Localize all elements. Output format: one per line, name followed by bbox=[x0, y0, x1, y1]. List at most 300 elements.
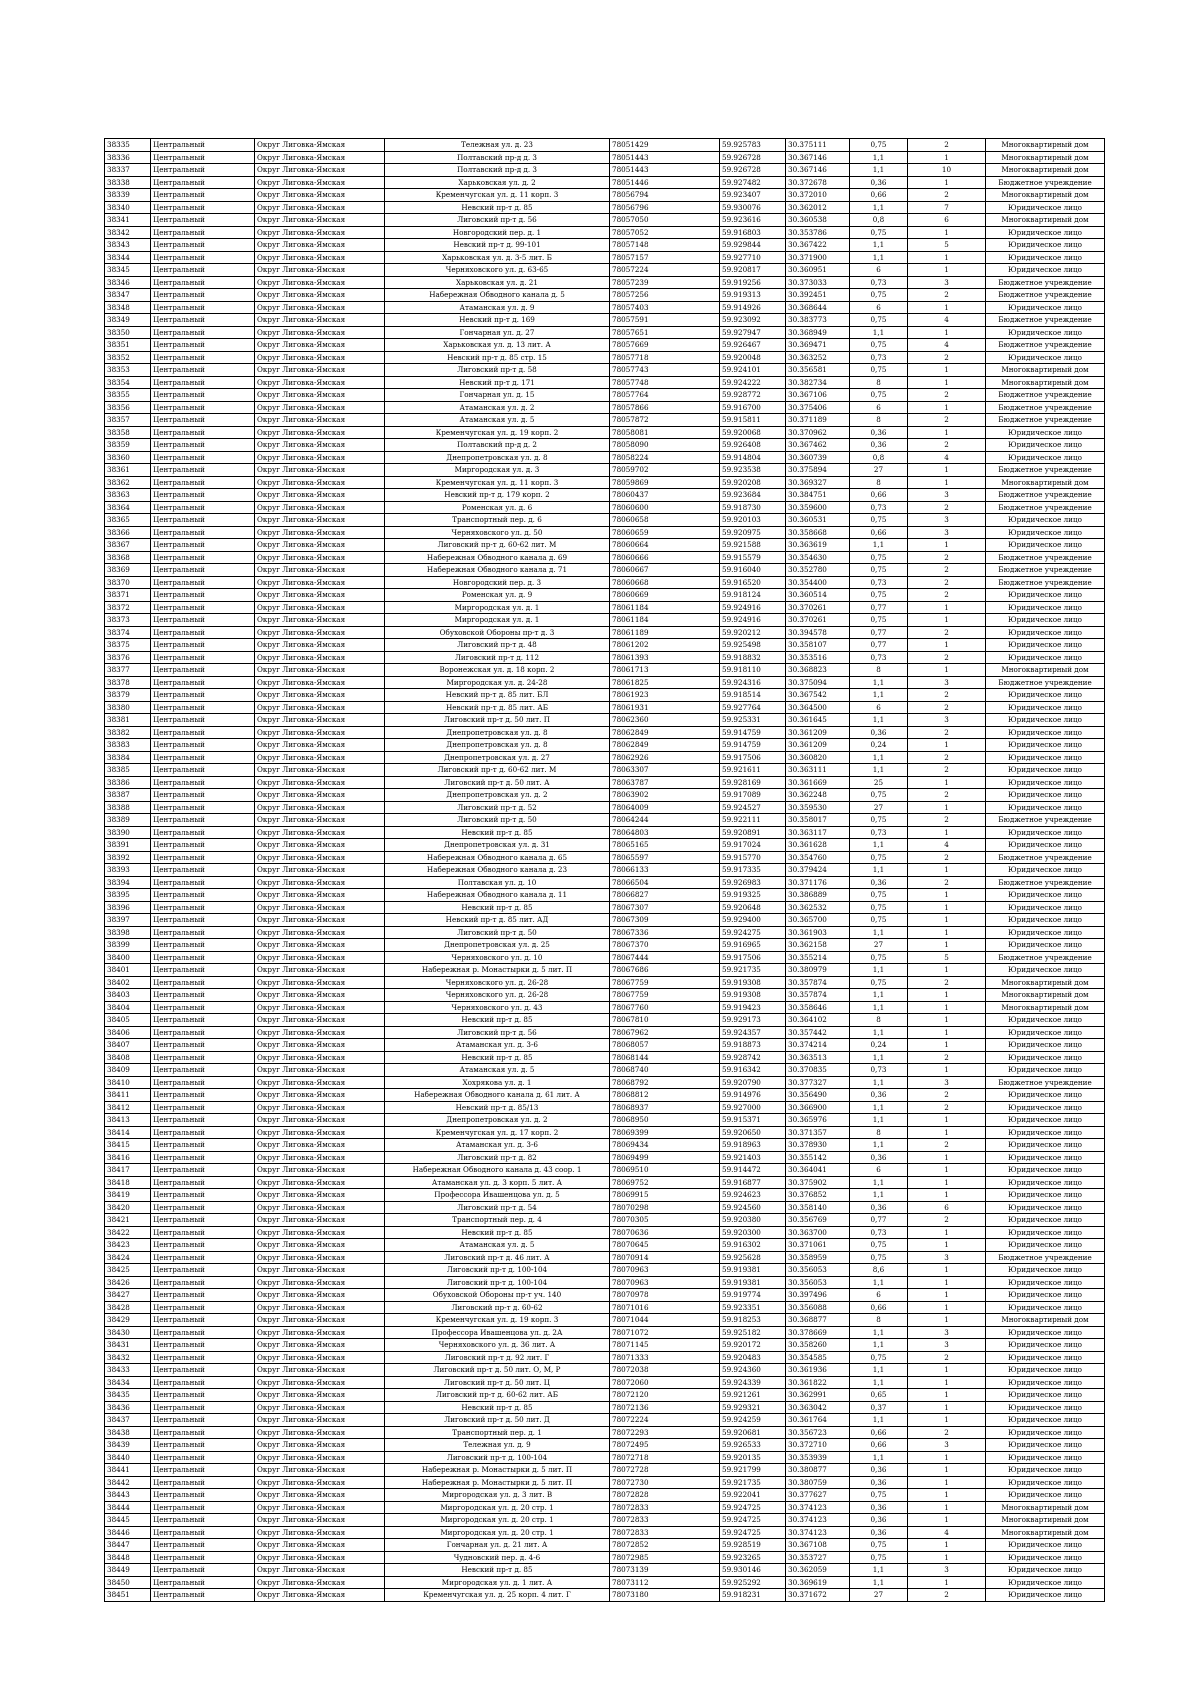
count-cell: 2 bbox=[908, 1214, 986, 1227]
cadastral-cell: 78060658 bbox=[610, 514, 720, 527]
volume-cell: 1,1 bbox=[850, 539, 908, 552]
table-row bbox=[105, 1076, 1105, 1089]
owner-type-cell: Бюджетное учреждение bbox=[986, 551, 1105, 564]
row-id: 38398 bbox=[105, 926, 151, 939]
address-cell: Роменская ул. д. 6 bbox=[385, 501, 610, 514]
owner-type-cell: Юридическое лицо bbox=[986, 1139, 1105, 1152]
okrug-cell: Округ Лиговка-Ямская bbox=[255, 851, 385, 864]
okrug-cell: Округ Лиговка-Ямская bbox=[255, 589, 385, 602]
district-cell: Центральный bbox=[151, 1364, 255, 1377]
address-cell: Днепропетровская ул. д. 2 bbox=[385, 789, 610, 802]
address-cell: Лиговский пр-т д. 60-62 bbox=[385, 1301, 610, 1314]
owner-type-cell: Юридическое лицо bbox=[986, 1014, 1105, 1027]
cadastral-cell: 78073139 bbox=[610, 1564, 720, 1577]
cadastral-cell: 78072852 bbox=[610, 1539, 720, 1552]
owner-type-cell: Многоквартирный дом bbox=[986, 139, 1105, 152]
cadastral-cell: 78070636 bbox=[610, 1226, 720, 1239]
longitude-cell: 30.353786 bbox=[786, 226, 850, 239]
row-id: 38444 bbox=[105, 1501, 151, 1514]
district-cell: Центральный bbox=[151, 414, 255, 427]
volume-cell: 27 bbox=[850, 939, 908, 952]
okrug-cell: Округ Лиговка-Ямская bbox=[255, 376, 385, 389]
latitude-cell: 59.919308 bbox=[720, 976, 786, 989]
okrug-cell: Округ Лиговка-Ямская bbox=[255, 1326, 385, 1339]
owner-type-cell: Юридическое лицо bbox=[986, 1176, 1105, 1189]
count-cell: 1 bbox=[908, 376, 986, 389]
count-cell: 1 bbox=[908, 1389, 986, 1402]
row-id: 38362 bbox=[105, 476, 151, 489]
table-row bbox=[105, 139, 1105, 152]
latitude-cell: 59.920975 bbox=[720, 526, 786, 539]
latitude-cell: 59.918124 bbox=[720, 589, 786, 602]
okrug-cell: Округ Лиговка-Ямская bbox=[255, 651, 385, 664]
owner-type-cell: Юридическое лицо bbox=[986, 1589, 1105, 1602]
table-row bbox=[105, 889, 1105, 902]
count-cell: 2 bbox=[908, 501, 986, 514]
district-cell: Центральный bbox=[151, 726, 255, 739]
latitude-cell: 59.919381 bbox=[720, 1264, 786, 1277]
table-row bbox=[105, 1464, 1105, 1477]
cadastral-cell: 78066504 bbox=[610, 876, 720, 889]
table-row bbox=[105, 964, 1105, 977]
owner-type-cell: Юридическое лицо bbox=[986, 1189, 1105, 1202]
longitude-cell: 30.362532 bbox=[786, 901, 850, 914]
table-row bbox=[105, 239, 1105, 252]
count-cell: 1 bbox=[908, 939, 986, 952]
volume-cell: 0,36 bbox=[850, 1514, 908, 1527]
latitude-cell: 59.929400 bbox=[720, 914, 786, 927]
latitude-cell: 59.924725 bbox=[720, 1526, 786, 1539]
longitude-cell: 30.362012 bbox=[786, 201, 850, 214]
latitude-cell: 59.921735 bbox=[720, 1476, 786, 1489]
volume-cell: 0,77 bbox=[850, 1214, 908, 1227]
table-row bbox=[105, 1276, 1105, 1289]
okrug-cell: Округ Лиговка-Ямская bbox=[255, 476, 385, 489]
cadastral-cell: 78065165 bbox=[610, 839, 720, 852]
district-cell: Центральный bbox=[151, 1051, 255, 1064]
owner-type-cell: Юридическое лицо bbox=[986, 1201, 1105, 1214]
count-cell: 1 bbox=[908, 539, 986, 552]
latitude-cell: 59.925783 bbox=[720, 139, 786, 152]
district-cell: Центральный bbox=[151, 1276, 255, 1289]
address-cell: Атаманская ул. д. 2 bbox=[385, 401, 610, 414]
volume-cell: 1,1 bbox=[850, 151, 908, 164]
longitude-cell: 30.367146 bbox=[786, 151, 850, 164]
address-cell: Атаманская ул. д. 5 bbox=[385, 1064, 610, 1077]
district-cell: Центральный bbox=[151, 1001, 255, 1014]
longitude-cell: 30.356088 bbox=[786, 1301, 850, 1314]
volume-cell: 0,36 bbox=[850, 1089, 908, 1102]
address-cell: Миргородская ул. д. 1 лит. А bbox=[385, 1576, 610, 1589]
volume-cell: 0,75 bbox=[850, 889, 908, 902]
table-row bbox=[105, 1039, 1105, 1052]
cadastral-cell: 78067962 bbox=[610, 1026, 720, 1039]
owner-type-cell: Юридическое лицо bbox=[986, 1289, 1105, 1302]
row-id: 38340 bbox=[105, 201, 151, 214]
longitude-cell: 30.368949 bbox=[786, 326, 850, 339]
latitude-cell: 59.914804 bbox=[720, 451, 786, 464]
count-cell: 1 bbox=[908, 1514, 986, 1527]
address-cell: Набережная р. Монастырки д. 5 лит. П bbox=[385, 1476, 610, 1489]
volume-cell: 0,73 bbox=[850, 1064, 908, 1077]
row-id: 38359 bbox=[105, 439, 151, 452]
okrug-cell: Округ Лиговка-Ямская bbox=[255, 914, 385, 927]
longitude-cell: 30.372710 bbox=[786, 1439, 850, 1452]
cadastral-cell: 78061923 bbox=[610, 689, 720, 702]
owner-type-cell: Юридическое лицо bbox=[986, 226, 1105, 239]
okrug-cell: Округ Лиговка-Ямская bbox=[255, 364, 385, 377]
okrug-cell: Округ Лиговка-Ямская bbox=[255, 139, 385, 152]
owner-type-cell: Многоквартирный дом bbox=[986, 214, 1105, 227]
count-cell: 1 bbox=[908, 401, 986, 414]
volume-cell: 6 bbox=[850, 1164, 908, 1177]
row-id: 38433 bbox=[105, 1364, 151, 1377]
row-id: 38451 bbox=[105, 1589, 151, 1602]
count-cell: 4 bbox=[908, 451, 986, 464]
volume-cell: 0,75 bbox=[850, 314, 908, 327]
owner-type-cell: Юридическое лицо bbox=[986, 1464, 1105, 1477]
volume-cell: 0,73 bbox=[850, 651, 908, 664]
volume-cell: 0,66 bbox=[850, 1426, 908, 1439]
longitude-cell: 30.377627 bbox=[786, 1489, 850, 1502]
count-cell: 2 bbox=[908, 439, 986, 452]
count-cell: 1 bbox=[908, 864, 986, 877]
owner-type-cell: Юридическое лицо bbox=[986, 1351, 1105, 1364]
count-cell: 2 bbox=[908, 589, 986, 602]
longitude-cell: 30.371357 bbox=[786, 1126, 850, 1139]
cadastral-cell: 78060437 bbox=[610, 489, 720, 502]
volume-cell: 0,73 bbox=[850, 351, 908, 364]
count-cell: 1 bbox=[908, 1539, 986, 1552]
row-id: 38377 bbox=[105, 664, 151, 677]
longitude-cell: 30.360514 bbox=[786, 589, 850, 602]
district-cell: Центральный bbox=[151, 776, 255, 789]
latitude-cell: 59.924916 bbox=[720, 614, 786, 627]
district-cell: Центральный bbox=[151, 251, 255, 264]
okrug-cell: Округ Лиговка-Ямская bbox=[255, 901, 385, 914]
volume-cell: 8 bbox=[850, 664, 908, 677]
okrug-cell: Округ Лиговка-Ямская bbox=[255, 889, 385, 902]
okrug-cell: Округ Лиговка-Ямская bbox=[255, 1389, 385, 1402]
count-cell: 1 bbox=[908, 326, 986, 339]
address-cell: Черняховского ул. д. 43 bbox=[385, 1001, 610, 1014]
okrug-cell: Округ Лиговка-Ямская bbox=[255, 814, 385, 827]
volume-cell: 0,73 bbox=[850, 501, 908, 514]
longitude-cell: 30.356490 bbox=[786, 1089, 850, 1102]
volume-cell: 6 bbox=[850, 701, 908, 714]
latitude-cell: 59.924560 bbox=[720, 1201, 786, 1214]
cadastral-cell: 78072833 bbox=[610, 1501, 720, 1514]
district-cell: Центральный bbox=[151, 1439, 255, 1452]
table-row bbox=[105, 651, 1105, 664]
latitude-cell: 59.924916 bbox=[720, 601, 786, 614]
latitude-cell: 59.915770 bbox=[720, 851, 786, 864]
district-cell: Центральный bbox=[151, 314, 255, 327]
district-cell: Центральный bbox=[151, 651, 255, 664]
district-cell: Центральный bbox=[151, 901, 255, 914]
owner-type-cell: Многоквартирный дом bbox=[986, 976, 1105, 989]
volume-cell: 1,1 bbox=[850, 689, 908, 702]
table-row bbox=[105, 614, 1105, 627]
cadastral-cell: 78051446 bbox=[610, 176, 720, 189]
owner-type-cell: Юридическое лицо bbox=[986, 1239, 1105, 1252]
cadastral-cell: 78057256 bbox=[610, 289, 720, 302]
volume-cell: 27 bbox=[850, 801, 908, 814]
row-id: 38347 bbox=[105, 289, 151, 302]
longitude-cell: 30.375902 bbox=[786, 1176, 850, 1189]
longitude-cell: 30.374123 bbox=[786, 1526, 850, 1539]
district-cell: Центральный bbox=[151, 701, 255, 714]
volume-cell: 0,8 bbox=[850, 451, 908, 464]
owner-type-cell: Юридическое лицо bbox=[986, 1051, 1105, 1064]
okrug-cell: Округ Лиговка-Ямская bbox=[255, 1101, 385, 1114]
owner-type-cell: Юридическое лицо bbox=[986, 1489, 1105, 1502]
owner-type-cell: Юридическое лицо bbox=[986, 751, 1105, 764]
okrug-cell: Округ Лиговка-Ямская bbox=[255, 764, 385, 777]
latitude-cell: 59.929844 bbox=[720, 239, 786, 252]
owner-type-cell: Юридическое лицо bbox=[986, 1339, 1105, 1352]
table-row bbox=[105, 1101, 1105, 1114]
row-id: 38440 bbox=[105, 1451, 151, 1464]
district-cell: Центральный bbox=[151, 1314, 255, 1327]
longitude-cell: 30.375094 bbox=[786, 676, 850, 689]
okrug-cell: Округ Лиговка-Ямская bbox=[255, 1551, 385, 1564]
address-cell: Черняховского ул. д. 26-28 bbox=[385, 989, 610, 1002]
table-row bbox=[105, 1576, 1105, 1589]
okrug-cell: Округ Лиговка-Ямская bbox=[255, 1251, 385, 1264]
district-cell: Центральный bbox=[151, 1076, 255, 1089]
row-id: 38405 bbox=[105, 1014, 151, 1027]
owner-type-cell: Юридическое лицо bbox=[986, 1164, 1105, 1177]
row-id: 38397 bbox=[105, 914, 151, 927]
owner-type-cell: Бюджетное учреждение bbox=[986, 314, 1105, 327]
latitude-cell: 59.920380 bbox=[720, 1214, 786, 1227]
okrug-cell: Округ Лиговка-Ямская bbox=[255, 164, 385, 177]
volume-cell: 8 bbox=[850, 1126, 908, 1139]
longitude-cell: 30.371061 bbox=[786, 1239, 850, 1252]
volume-cell: 1,1 bbox=[850, 1364, 908, 1377]
row-id: 38427 bbox=[105, 1289, 151, 1302]
okrug-cell: Округ Лиговка-Ямская bbox=[255, 601, 385, 614]
volume-cell: 0,75 bbox=[850, 1251, 908, 1264]
count-cell: 6 bbox=[908, 1201, 986, 1214]
cadastral-cell: 78061184 bbox=[610, 614, 720, 627]
table-row bbox=[105, 1026, 1105, 1039]
longitude-cell: 30.354400 bbox=[786, 576, 850, 589]
volume-cell: 0,75 bbox=[850, 139, 908, 152]
cadastral-cell: 78059869 bbox=[610, 476, 720, 489]
table-row bbox=[105, 1539, 1105, 1552]
owner-type-cell: Юридическое лицо bbox=[986, 1539, 1105, 1552]
latitude-cell: 59.925292 bbox=[720, 1576, 786, 1589]
latitude-cell: 59.920483 bbox=[720, 1351, 786, 1364]
district-cell: Центральный bbox=[151, 1576, 255, 1589]
longitude-cell: 30.358140 bbox=[786, 1201, 850, 1214]
okrug-cell: Округ Лиговка-Ямская bbox=[255, 1026, 385, 1039]
row-id: 38350 bbox=[105, 326, 151, 339]
table-row bbox=[105, 476, 1105, 489]
owner-type-cell: Многоквартирный дом bbox=[986, 1314, 1105, 1327]
owner-type-cell: Юридическое лицо bbox=[986, 526, 1105, 539]
address-cell: Полтавский пр-д д. 2 bbox=[385, 439, 610, 452]
district-cell: Центральный bbox=[151, 1326, 255, 1339]
count-cell: 2 bbox=[908, 139, 986, 152]
cadastral-cell: 78058224 bbox=[610, 451, 720, 464]
row-id: 38418 bbox=[105, 1176, 151, 1189]
table-row bbox=[105, 839, 1105, 852]
table-row bbox=[105, 1376, 1105, 1389]
address-cell: Набережная Обводного канала д. 61 лит. А bbox=[385, 1089, 610, 1102]
longitude-cell: 30.369471 bbox=[786, 339, 850, 352]
owner-type-cell: Бюджетное учреждение bbox=[986, 851, 1105, 864]
latitude-cell: 59.926728 bbox=[720, 164, 786, 177]
okrug-cell: Округ Лиговка-Ямская bbox=[255, 689, 385, 702]
row-id: 38338 bbox=[105, 176, 151, 189]
district-cell: Центральный bbox=[151, 1501, 255, 1514]
owner-type-cell: Многоквартирный дом bbox=[986, 364, 1105, 377]
latitude-cell: 59.920681 bbox=[720, 1426, 786, 1439]
row-id: 38374 bbox=[105, 626, 151, 639]
row-id: 38387 bbox=[105, 789, 151, 802]
owner-type-cell: Юридическое лицо bbox=[986, 589, 1105, 602]
latitude-cell: 59.925628 bbox=[720, 1251, 786, 1264]
row-id: 38342 bbox=[105, 226, 151, 239]
okrug-cell: Округ Лиговка-Ямская bbox=[255, 1151, 385, 1164]
owner-type-cell: Юридическое лицо bbox=[986, 639, 1105, 652]
owner-type-cell: Юридическое лицо bbox=[986, 1151, 1105, 1164]
row-id: 38428 bbox=[105, 1301, 151, 1314]
latitude-cell: 59.920048 bbox=[720, 351, 786, 364]
address-cell: Лиговский пр-т д. 112 bbox=[385, 651, 610, 664]
longitude-cell: 30.355214 bbox=[786, 951, 850, 964]
address-cell: Гончарная ул. д. 15 bbox=[385, 389, 610, 402]
latitude-cell: 59.917024 bbox=[720, 839, 786, 852]
volume-cell: 0,75 bbox=[850, 1351, 908, 1364]
district-cell: Центральный bbox=[151, 376, 255, 389]
row-id: 38389 bbox=[105, 814, 151, 827]
volume-cell: 0,75 bbox=[850, 389, 908, 402]
address-cell: Роменская ул. д. 9 bbox=[385, 589, 610, 602]
volume-cell: 8 bbox=[850, 1314, 908, 1327]
table-row bbox=[105, 814, 1105, 827]
okrug-cell: Округ Лиговка-Ямская bbox=[255, 464, 385, 477]
longitude-cell: 30.365976 bbox=[786, 1114, 850, 1127]
table-row bbox=[105, 826, 1105, 839]
latitude-cell: 59.915579 bbox=[720, 551, 786, 564]
district-cell: Центральный bbox=[151, 814, 255, 827]
district-cell: Центральный bbox=[151, 501, 255, 514]
address-cell: Новгородский пер. д. 1 bbox=[385, 226, 610, 239]
table-row bbox=[105, 551, 1105, 564]
cadastral-cell: 78072728 bbox=[610, 1464, 720, 1477]
volume-cell: 0,36 bbox=[850, 1151, 908, 1164]
row-id: 38353 bbox=[105, 364, 151, 377]
longitude-cell: 30.375406 bbox=[786, 401, 850, 414]
cadastral-cell: 78069510 bbox=[610, 1164, 720, 1177]
volume-cell: 8 bbox=[850, 476, 908, 489]
okrug-cell: Округ Лиговка-Ямская bbox=[255, 1076, 385, 1089]
district-cell: Центральный bbox=[151, 476, 255, 489]
okrug-cell: Округ Лиговка-Ямская bbox=[255, 976, 385, 989]
longitude-cell: 30.363513 bbox=[786, 1051, 850, 1064]
row-id: 38445 bbox=[105, 1514, 151, 1527]
count-cell: 2 bbox=[908, 751, 986, 764]
count-cell: 3 bbox=[908, 1326, 986, 1339]
okrug-cell: Округ Лиговка-Ямская bbox=[255, 864, 385, 877]
latitude-cell: 59.924259 bbox=[720, 1414, 786, 1427]
address-cell: Днепропетровская ул. д. 8 bbox=[385, 451, 610, 464]
count-cell: 1 bbox=[908, 639, 986, 652]
volume-cell: 1,1 bbox=[850, 1339, 908, 1352]
latitude-cell: 59.914759 bbox=[720, 739, 786, 752]
count-cell: 3 bbox=[908, 1076, 986, 1089]
cadastral-cell: 78072985 bbox=[610, 1551, 720, 1564]
row-id: 38439 bbox=[105, 1439, 151, 1452]
cadastral-cell: 78070963 bbox=[610, 1276, 720, 1289]
address-cell: Набережная Обводного канала д. 5 bbox=[385, 289, 610, 302]
latitude-cell: 59.914472 bbox=[720, 1164, 786, 1177]
district-cell: Центральный bbox=[151, 464, 255, 477]
table-row bbox=[105, 1126, 1105, 1139]
owner-type-cell: Юридическое лицо bbox=[986, 1426, 1105, 1439]
okrug-cell: Округ Лиговка-Ямская bbox=[255, 714, 385, 727]
district-cell: Центральный bbox=[151, 839, 255, 852]
volume-cell: 0,36 bbox=[850, 1201, 908, 1214]
count-cell: 2 bbox=[908, 689, 986, 702]
longitude-cell: 30.359530 bbox=[786, 801, 850, 814]
longitude-cell: 30.361822 bbox=[786, 1376, 850, 1389]
latitude-cell: 59.919325 bbox=[720, 889, 786, 902]
longitude-cell: 30.356053 bbox=[786, 1276, 850, 1289]
row-id: 38344 bbox=[105, 251, 151, 264]
longitude-cell: 30.386889 bbox=[786, 889, 850, 902]
cadastral-cell: 78057872 bbox=[610, 414, 720, 427]
district-cell: Центральный bbox=[151, 626, 255, 639]
owner-type-cell: Юридическое лицо bbox=[986, 1064, 1105, 1077]
volume-cell: 1,1 bbox=[850, 1114, 908, 1127]
row-id: 38356 bbox=[105, 401, 151, 414]
volume-cell: 6 bbox=[850, 301, 908, 314]
district-cell: Центральный bbox=[151, 1351, 255, 1364]
row-id: 38419 bbox=[105, 1189, 151, 1202]
table-row bbox=[105, 876, 1105, 889]
count-cell: 1 bbox=[908, 601, 986, 614]
district-cell: Центральный bbox=[151, 739, 255, 752]
longitude-cell: 30.358959 bbox=[786, 1251, 850, 1264]
volume-cell: 0,36 bbox=[850, 876, 908, 889]
volume-cell: 1,1 bbox=[850, 764, 908, 777]
latitude-cell: 59.921403 bbox=[720, 1151, 786, 1164]
longitude-cell: 30.359600 bbox=[786, 501, 850, 514]
longitude-cell: 30.379424 bbox=[786, 864, 850, 877]
cadastral-cell: 78067759 bbox=[610, 989, 720, 1002]
district-cell: Центральный bbox=[151, 1214, 255, 1227]
longitude-cell: 30.356053 bbox=[786, 1264, 850, 1277]
row-id: 38415 bbox=[105, 1139, 151, 1152]
owner-type-cell: Юридическое лицо bbox=[986, 239, 1105, 252]
volume-cell: 0,36 bbox=[850, 176, 908, 189]
table-row bbox=[105, 751, 1105, 764]
owner-type-cell: Юридическое лицо bbox=[986, 626, 1105, 639]
row-id: 38345 bbox=[105, 264, 151, 277]
district-cell: Центральный bbox=[151, 1189, 255, 1202]
cadastral-cell: 78071072 bbox=[610, 1326, 720, 1339]
owner-type-cell: Бюджетное учреждение bbox=[986, 814, 1105, 827]
owner-type-cell: Бюджетное учреждение bbox=[986, 389, 1105, 402]
latitude-cell: 59.920790 bbox=[720, 1076, 786, 1089]
row-id: 38390 bbox=[105, 826, 151, 839]
row-id: 38421 bbox=[105, 1214, 151, 1227]
